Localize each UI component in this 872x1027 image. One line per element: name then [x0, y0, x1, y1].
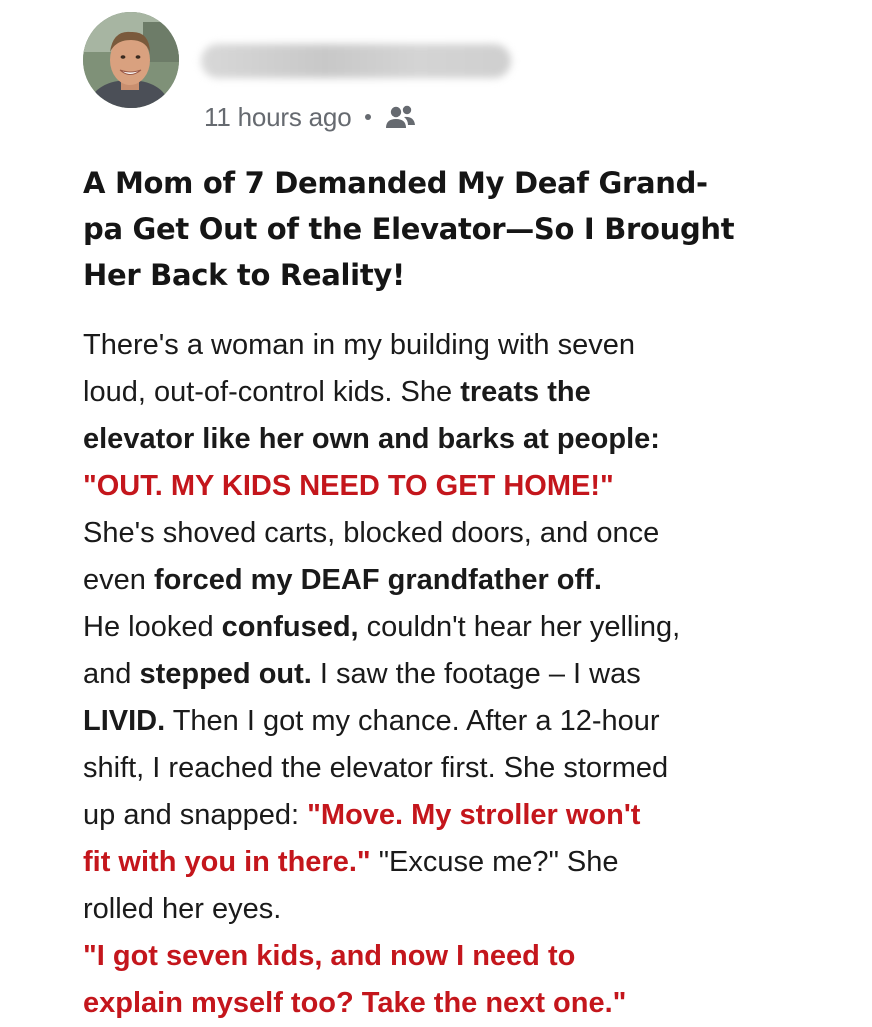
body-line [83, 698, 853, 745]
username-blurred[interactable] [201, 44, 511, 78]
body-text-segment: I saw the footage – I was [311, 658, 641, 690]
quote-text: explain myself too? Take the next one." [83, 987, 627, 1019]
body-line [83, 463, 853, 510]
avatar[interactable] [83, 12, 179, 108]
emphasis-text: elevator like her own and barks at people: [83, 423, 660, 455]
emphasis-text: treats the [460, 376, 591, 408]
body-line [83, 322, 853, 369]
post-headline [83, 160, 803, 298]
body-text-segment: and [83, 658, 140, 690]
body-text-segment: "Excuse me?" She [370, 846, 619, 878]
body-text-segment: loud, out-of-control kids. She [83, 376, 461, 408]
headline-line: Her Back to Reality! [83, 258, 405, 292]
friends-icon[interactable] [383, 103, 417, 131]
post-body [83, 322, 853, 1027]
body-line [83, 839, 853, 886]
body-text-segment: up and snapped: [83, 799, 308, 831]
body-line [83, 886, 853, 933]
emphasis-text: LIVID. [83, 705, 166, 737]
body-text-segment: couldn't hear her yelling, [358, 611, 681, 643]
body-line [83, 557, 853, 604]
body-text-segment: Then I got my chance. After a 12-hour [165, 705, 660, 737]
body-line [83, 745, 853, 792]
body-line [83, 510, 853, 557]
body-line [83, 651, 853, 698]
quote-text: fit with you in there." [83, 846, 371, 878]
emphasis-text: stepped out. [139, 658, 312, 690]
body-line [83, 416, 853, 463]
quote-text: "I got seven kids, and now I need to [83, 940, 576, 972]
separator-dot [365, 114, 371, 120]
quote-text: "Move. My stroller won't [307, 799, 641, 831]
post-meta [204, 100, 417, 134]
timestamp[interactable]: 11 hours ago [204, 101, 352, 132]
emphasis-text: confused, [221, 611, 359, 643]
headline-line: pa Get Out of the Elevator—So I Brought [83, 212, 735, 246]
body-text-segment: He looked [83, 611, 222, 643]
emphasis-text: forced my DEAF grandfather off. [153, 564, 602, 596]
body-line [83, 792, 853, 839]
body-line [83, 369, 853, 416]
body-text-segment: shift, I reached the elevator first. She stormed [83, 752, 669, 784]
body-text-segment: There's a woman in my building with seven [83, 329, 635, 361]
quote-text: "OUT. MY KIDS NEED TO GET HOME!" [83, 470, 614, 502]
body-text-segment: even [83, 564, 154, 596]
post-header [83, 12, 843, 142]
body-line [83, 933, 853, 980]
body-text-segment: rolled her eyes. [83, 893, 282, 925]
body-text-segment: She's shoved carts, blocked doors, and once [83, 517, 660, 549]
headline-line: A Mom of 7 Demanded My Deaf Grand- [83, 166, 708, 200]
body-line [83, 604, 853, 651]
body-line [83, 980, 853, 1027]
user-avatar [83, 12, 179, 108]
